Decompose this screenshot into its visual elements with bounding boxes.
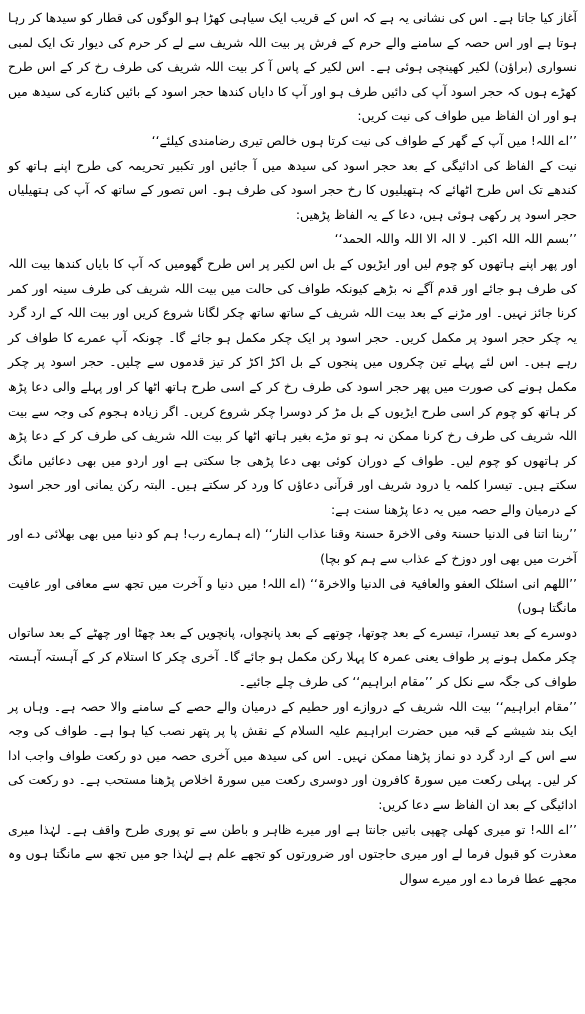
paragraph-seven-rounds: دوسرے کے بعد تیسرا، تیسرے کے بعد چوتھا، چوتھے کے بعد پانچواں، پانچویں کے بعد چھٹا اور چھٹے کے بعد ساتواں چکر مکمل ہونے پر طواف یعنی عمرہ کا پہلا رکن مکمل ہو جائے گا۔ آخری چکر کا استلام کر کے آہستہ آہستہ طواف کی جگہ سے نکل کر ’’مقام ابراہیم‘‘ کی طرف چلے جائیے۔	[8, 624, 577, 690]
closing-dua-quote: ’’اے اللہ! تو میری کھلی چھپی باتیں جانتا ہے اور میرے ظاہر و باطن سے تو پوری طرح واقف ہے۔ لہٰذا میری معذرت کو قبول فرما لے اور میری حاجتوں اور ضرورتوں کو تجھے علم ہے لہٰذا جو میں تجھ سے مانگتا ہوں وہ مجھے عطا فرما دے اور میرے سوال	[8, 821, 577, 886]
niyyah-quote: ’’اے اللہ! میں آپ کے گھر کے طواف کی نیت کرتا ہوں خالص تیری رضامندی کیلئے‘‘	[151, 132, 577, 148]
rabbana-dua-quote: ’’ربنا اتنا فی الدنیا حسنۃ وفی الاخرۃ حسنۃ وقنا عذاب النار‘‘ (اے ہمارے رب! ہم کو دنیا میں بھی بھلائی دے اور آخرت میں بھی اور دوزخ کے عذاب سے ہم کو بچا)	[8, 526, 577, 567]
takbir-quote: ’’بسم اللہ اللہ اکبر۔ لا الہ الا اللہ واللہ الحمد‘‘	[334, 231, 577, 247]
paragraph-hajr-aswad: نیت کے الفاظ کی ادائیگی کے بعد حجر اسود کی سیدھ میں آ جائیں اور تکبیر تحریمہ کی طرح اپنے ہاتھ کو کندھے تک اس طرح اٹھائے کہ ہتھیلیوں کا رخ حجر اسود کی طرف ہو۔ اس تصور کے ساتھ کہ آپ کی ہتھیلیاں حجر اسود پر رکھی ہوئی ہیں، دعا کے یہ الفاظ پڑھیں:	[8, 157, 577, 222]
paragraph-maqam-ibrahim: ’’مقام ابراہیم‘‘ بیت اللہ شریف کے دروازے اور حطیم کے درمیان والے حصے کے سامنے والا حصہ ہے۔ وہاں پر ایک بند شیشے کے قبہ میں حضرت ابراہیم علیہ السلام کے نقش پا پر پتھر نصب کیا ہوا ہے۔ طواف کی وجہ سے اس کے ارد گرد دو نماز پڑھنا ممکن نہیں۔ اس کی سیدھ میں آخری حصہ میں دو رکعت طواف واجب ادا کر لیں۔ پہلی رکعت میں سورۃ کافرون اور دوسری رکعت میں سورۃ اخلاص پڑھنا مستحب ہے۔ دو رکعت کی ادائیگی کے بعد ان الفاظ سے دعا کریں:	[8, 698, 577, 812]
paragraph-tawaf-start: آغاز کیا جاتا ہے۔ اس کی نشانی یہ ہے کہ اس کے قریب ایک سیاہی کھڑا ہو الوگوں کی قطار کو سیدھا کر رہا ہوتا ہے اور اس حصہ کے سامنے والے حرم کے فرش پر بیت اللہ شریف سے لے کر حرم کی دیوار تک ایک لمبی نسواری (براؤن) لکیر کھینچی ہوئی ہے۔ اس لکیر کے پاس آ کر بیت اللہ شریف کی طرف رخ کر کے اس طرح کھڑے ہوں کہ حجر اسود آپ کی دائیں طرف ہو اور آپ کا دایاں کندھا حجر اسود کے بائیں کنارے کی سیدھ میں ہو اور ان الفاظ میں طواف کی نیت کریں:	[8, 10, 577, 124]
paragraph-rounds: اور پھر اپنے ہاتھوں کو چوم لیں اور ایڑیوں کے بل اس لکیر پر اس طرح گھومیں کہ آپ کا بایاں کندھا بیت اللہ کی طرف ہو جائے اور قدم آگے نہ بڑھے کیونکہ طواف کی حالت میں بیت اللہ شریف کی طرف سینہ اور کمر کرنا جائز نہیں۔ اور مڑنے کے بعد بیت اللہ شریف کے ساتھ ساتھ چکر لگانا شروع کریں اور بیت اللہ کے ارد گرد یہ چکر حجر اسود پر مکمل کریں۔ حجر اسود پر ایک چکر مکمل ہو جائے گا۔ چونکہ آپ عمرے کا طواف کر رہے ہیں۔ اس لئے پہلے تین چکروں میں پنجوں کے بل اکڑ اکڑ کر تیز قدموں سے چلیں۔ حجر اسود پر چکر مکمل ہونے کی صورت میں پھر حجر اسود کی طرف رخ کر کے اسی طرح ہاتھ اٹھا کر اور پہلے والی دعا پڑھ کر ہاتھ کو چوم کر اسی طرح ایڑیوں کے بل مڑ کر دوسرا چکر شروع کریں۔ اگر زیادہ ہجوم کی وجہ سے بیت اللہ شریف کی طرف رخ کرنا ممکن نہ ہو تو مڑے بغیر ہاتھ اٹھا کر بیت اللہ شریف کی طرف کر کے دعا پڑھ کر ہاتھوں کو چوم لیں۔ طواف کے دوران کوئی بھی دعا پڑھی جا سکتی ہے اور اردو میں بھی دعائیں مانگ سکتے ہیں۔ تیسرا کلمہ یا درود شریف اور قرآنی دعاؤں کا ورد کر سکتے ہیں۔ البتہ رکن یمانی اور حجر اسود کے درمیان والے حصہ میں یہ دعا پڑھنا سنت ہے:	[8, 255, 577, 517]
allahumma-dua-quote: ’’اللھم انی اسئلک العفو والعافیۃ فی الدنیا والاخرۃ‘‘ (اے اللہ! میں دنیا و آخرت میں تجھ سے معافی اور عافیت مانگتا ہوں)	[8, 575, 577, 616]
